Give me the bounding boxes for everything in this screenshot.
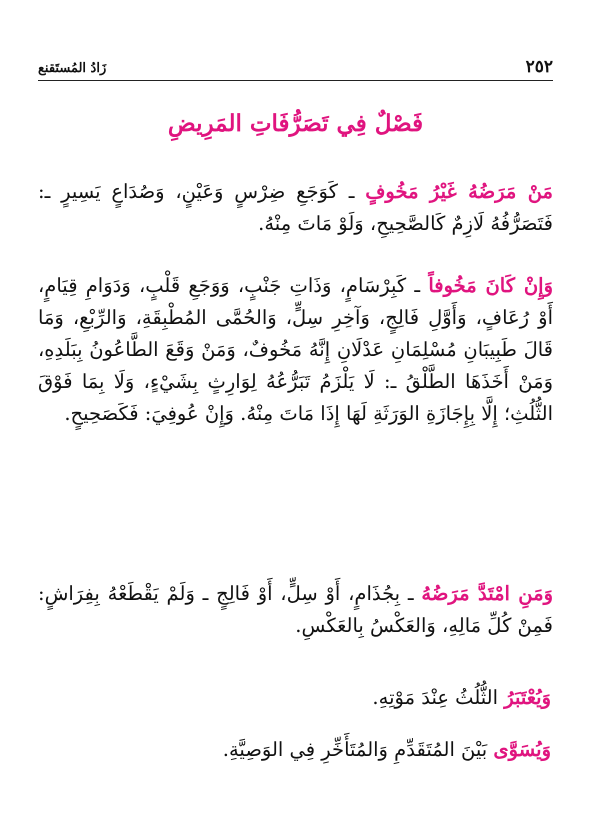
paragraph-2	[38, 270, 553, 430]
paragraph-2-text: ـ كَبِرْسَامٍ، وَذَاتِ جَنْبٍ، وَوَجَعِ قَلْبٍ، وَدَوَامِ قِيَامٍ، أَوْ رُعَافٍ، وَأَوَّلِ فَالِجٍ، وَآخِرِ سِلٍّ، وَالحُمَّى المُطْبِقَةِ، وَالرِّبْعِ، وَمَا قَالَ طَبِيبَانِ مُسْلِمَانِ عَدْلَانِ إِنَّهُ مَخُوفٌ، وَمَنْ وَقَعَ الطَّاعُونُ بِبَلَدِهِ، وَمَنْ أَخَذَهَا الطَّلْقُ ـ: لَا يَلْزَمُ تَبَرُّعُهُ لِوَارِثٍ بِشَيْءٍ، وَلَا بِمَا فَوْقَ الثُّلُثِ؛ إِلَّا بِإِجَازَةِ الوَرَثَةِ لَهَا إِذَا مَاتَ مِنْهُ. وَإِنْ عُوفِيَ: فَكَصَحِيحٍ.	[38, 274, 553, 425]
chapter-title: فَصْلٌ فِي تَصَرُّفَاتِ المَرِيضِ	[167, 110, 424, 137]
paragraph-1-text: ـ كَوَجَعِ ضِرْسٍ وَعَيْنٍ، وَصُدَاعٍ يَسِيرٍ ـ: فَتَصَرُّفُهُ لَازِمٌ كَالصَّحِيحِ، وَلَوْ مَاتَ مِنْهُ.	[38, 180, 553, 235]
paragraph-5-line	[38, 734, 553, 766]
paragraph-4-text: الثُّلُثُ عِنْدَ مَوْتِهِ.	[372, 686, 505, 709]
paragraph-5-highlight: وَيُسَوَّى	[493, 738, 551, 761]
book-title: زَادُ المُستَقنع	[38, 61, 107, 76]
page-header	[38, 52, 553, 81]
paragraph-3-highlight: وَمَنِ امْتَدَّ مَرَضُهُ	[421, 582, 554, 605]
paragraph-4-line	[38, 682, 553, 714]
paragraph-3	[38, 578, 553, 642]
paragraph-2-highlight: وَإِنْ كَانَ مَخُوفاً	[428, 274, 553, 297]
paragraph-1-highlight: مَنْ مَرَضُهُ غَيْرُ مَخُوفٍ	[365, 180, 553, 203]
paragraph-4	[38, 682, 553, 714]
paragraph-5	[38, 734, 553, 766]
paragraph-5-text: بَيْنَ المُتَقَدِّمِ وَالمُتَأَخِّرِ فِي الوَصِيَّةِ.	[222, 738, 494, 761]
paragraph-4-highlight: وَيُعْتَبَرُ	[504, 686, 551, 709]
paragraph-3-text: ـ بِجُذَامٍ، أَوْ سِلٍّ، أَوْ فَالِجٍ ـ وَلَمْ يَقْطَعْهُ بِفِرَاشٍ: فَمِنْ كُلِّ مَالِهِ، وَالعَكْسُ بِالعَكْسِ.	[38, 582, 553, 637]
page-number: ٢٥٢	[525, 57, 553, 77]
paragraph-1	[38, 176, 553, 240]
